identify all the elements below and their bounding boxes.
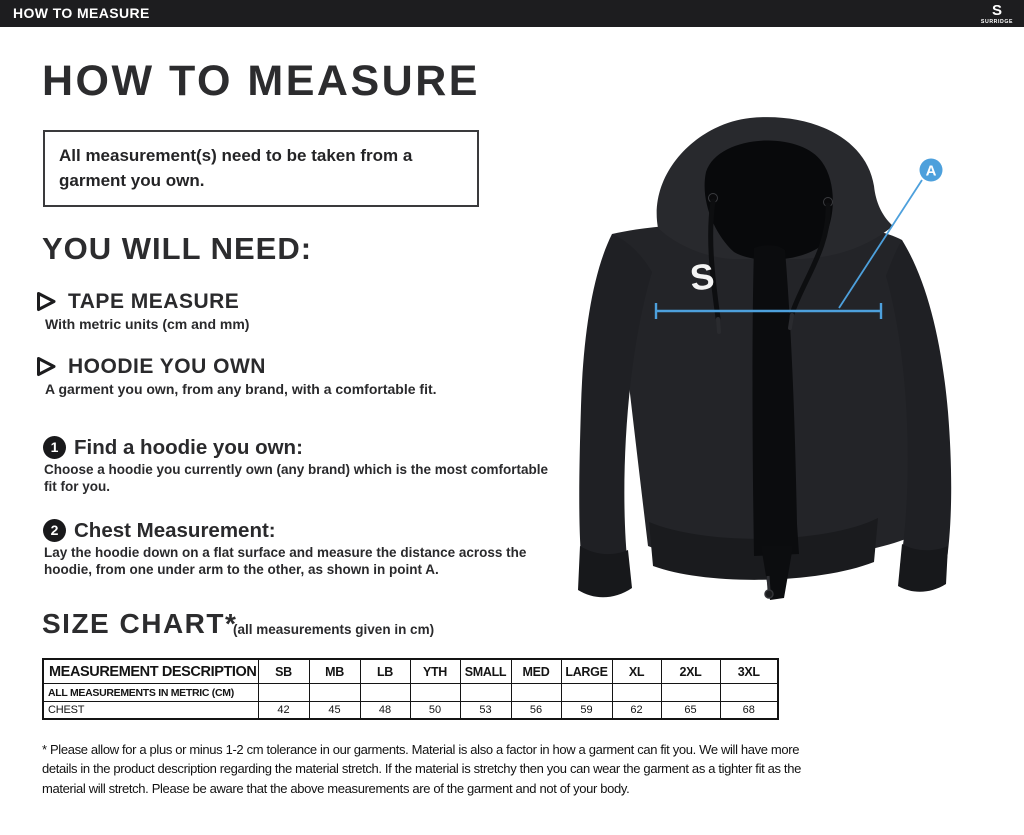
- size-chart-column-header: LARGE: [561, 659, 612, 684]
- triangle-bullet-icon: [35, 356, 57, 377]
- brand-logo: [975, 1, 1019, 31]
- step-description: Choose a hoodie you currently own (any brand) which is the most comfortable fit for you.: [44, 462, 549, 494]
- size-value-cell: 50: [410, 702, 460, 720]
- size-chart-header-row: [43, 659, 778, 684]
- size-value-cell: [360, 684, 410, 702]
- hoodie-right-cuff: [898, 544, 948, 592]
- size-value-cell: 59: [561, 702, 612, 720]
- size-chart-column-header: 3XL: [720, 659, 778, 684]
- size-value-cell: 62: [612, 702, 661, 720]
- brand-name: SURRIDGE: [980, 19, 1014, 25]
- notice-text: All measurement(s) need to be taken from a garment you own.: [59, 146, 413, 190]
- size-chart-column-header: SB: [258, 659, 309, 684]
- size-value-cell: 53: [460, 702, 511, 720]
- size-value-cell: 65: [661, 702, 720, 720]
- you-will-need-heading: YOU WILL NEED:: [42, 231, 313, 266]
- size-value-cell: 45: [309, 702, 360, 720]
- size-chart-column-header: MEASUREMENT DESCRIPTION: [43, 659, 258, 684]
- size-value-cell: [661, 684, 720, 702]
- size-chart-column-header: XL: [612, 659, 661, 684]
- size-chart-column-header: 2XL: [661, 659, 720, 684]
- size-value-cell: [720, 684, 778, 702]
- need-item-description: A garment you own, from any brand, with a comfortable fit.: [45, 381, 437, 397]
- step-description: Lay the hoodie down on a flat surface and measure the distance across the hoodie, from one under arm to the other, as shown in point A.: [44, 545, 527, 577]
- size-value-cell: 68: [720, 702, 778, 720]
- size-value-cell: [258, 684, 309, 702]
- size-chart-column-header: SMALL: [460, 659, 511, 684]
- size-value-cell: [561, 684, 612, 702]
- row-label: ALL MEASUREMENTS IN METRIC (CM): [43, 684, 258, 702]
- size-chart-column-header: YTH: [410, 659, 460, 684]
- size-chart-row: [43, 684, 778, 702]
- notice-box: [43, 130, 479, 207]
- need-item-label: TAPE MEASURE: [68, 290, 240, 313]
- point-a-label: A: [925, 162, 937, 180]
- page-title: HOW TO MEASURE: [42, 57, 480, 105]
- step-number-badge: 2: [43, 519, 66, 542]
- step-number-badge: 1: [43, 436, 66, 459]
- size-value-cell: 56: [511, 702, 561, 720]
- surridge-logo-icon: [975, 1, 1019, 26]
- size-value-cell: [612, 684, 661, 702]
- hoodie-illustration: [556, 76, 1024, 606]
- size-value-cell: [511, 684, 561, 702]
- step-title: Chest Measurement:: [74, 519, 276, 542]
- size-value-cell: [309, 684, 360, 702]
- size-chart-row: [43, 702, 778, 720]
- footnote-text: * Please allow for a plus or minus 1-2 cm tolerance in our garments. Material is also a factor in how a garment can fit you. We will have more details in the product description regarding the material stretch. If the material is stretchy then you can wear the garment as a tighter fit as the material will stretch. Please be aware that the above measurements are of the garment and not of your body.: [42, 742, 801, 796]
- top-bar-title: HOW TO MEASURE: [13, 5, 150, 21]
- brand-letter: S: [991, 2, 1003, 19]
- size-value-cell: 42: [258, 702, 309, 720]
- size-value-cell: [460, 684, 511, 702]
- size-chart-subtitle: (all measurements given in cm): [233, 622, 435, 637]
- size-value-cell: 48: [360, 702, 410, 720]
- size-value-cell: [410, 684, 460, 702]
- size-chart-column-header: MED: [511, 659, 561, 684]
- hoodie-diagram: [556, 76, 1024, 606]
- need-item-description: With metric units (cm and mm): [45, 316, 250, 332]
- garment-logo-letter: S: [688, 255, 717, 299]
- size-chart-column-header: MB: [309, 659, 360, 684]
- need-item-label: HOODIE YOU OWN: [68, 355, 266, 378]
- zipper-pull: [765, 590, 773, 598]
- step-title: Find a hoodie you own:: [74, 436, 303, 459]
- top-bar: [0, 0, 1024, 27]
- size-chart-column-header: LB: [360, 659, 410, 684]
- size-chart-heading: SIZE CHART*: [42, 608, 238, 639]
- size-chart-table: [42, 658, 779, 720]
- row-label: CHEST: [43, 702, 258, 720]
- triangle-bullet-icon: [35, 291, 57, 312]
